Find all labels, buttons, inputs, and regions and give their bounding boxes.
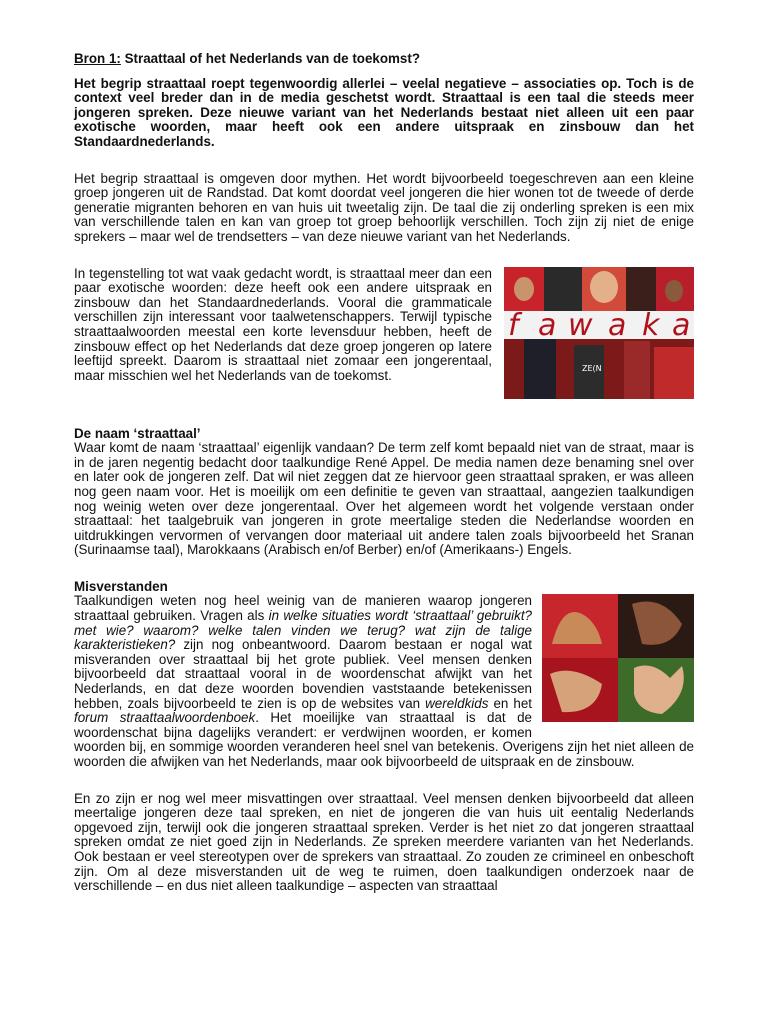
misverstanden-text-a: Taalkundigen weten nog heel weinig van de manieren waarop jongeren straattaal gebruiken. Vragen als: [74, 593, 532, 624]
fawaka-letter: f: [508, 307, 519, 343]
title-text: Straattaal of het Nederlands van de toekomst?: [124, 51, 421, 66]
hands-collage-image: [542, 594, 694, 722]
fawaka-letter: a: [672, 307, 691, 343]
misverstanden-text-d: . Het moeilijke van straattaal is dat de woordenschat bijna dagelijks verandert: er verdwijnen woorden, er komen woorden bij, en sommige woorden veranderen heel snel van betekenis. Overigens zijn het niet alleen de woorden die afwijken van het Nederlands, maar ook bijvoorbeeld de uitspraak en de zinsbouw.: [74, 710, 694, 769]
document-title: [74, 52, 694, 67]
section-heading-naam: De naam ‘straattaal’: [74, 425, 201, 441]
fawaka-collage-image: [504, 267, 694, 399]
paragraph-grammar: In tegenstelling tot wat vaak gedacht wordt, is straattaal meer dan een paar exotische woorden: deze heeft ook een andere uitspraak en zinsbouw dan het Standaardnederlands. Vooral die grammaticale verschillen zijn interessant voor taalwetenschappers. Terwijl typische straattaalwoorden meestal een korte levensduur hebben, heeft de zinsbouw effect op het Nederlands dat deze groep jongeren op latere leeftijd spreekt. Daarom is straattaal niet zomaar een jongerentaal, maar misschien wel het Nederlands van de toekomst.: [74, 265, 492, 383]
paragraph-misvattingen: En zo zijn er nog wel meer misvattingen over straattaal. Veel mensen denken bijvoorbeeld dat alleen meertalige jongeren deze taal spreken, en niet de jongeren die van huis uit eentalig Nederlands opgevoed zijn, terwijl ook die jongeren straattaal spreken. Verder is het niet zo dat jongeren straattaal spreken omdat ze niet goed zijn in Nederlands. Ze spreken meerdere varianten van het Nederlands. Ook bestaan er veel stereotypen over de sprekers van straattaal. Zo zouden ze crimineel en onbeschoft zijn. Om al deze misverstanden uit de weg te ruimen, doen taalkundigen onderzoek naar de verschillende – en dus niet alleen taalkundige – aspecten van straattaal: [74, 790, 694, 894]
website-forum: forum straattaalwoordenboek: [74, 710, 256, 726]
fawaka-letter: k: [642, 307, 660, 343]
shirt-text: ZE(N: [582, 363, 602, 373]
fawaka-letter: w: [568, 307, 593, 343]
fawaka-letter: a: [538, 307, 557, 343]
section-misverstanden: [74, 580, 694, 770]
misverstanden-text-c: en het: [488, 695, 532, 711]
fawaka-letter: a: [608, 307, 627, 343]
source-label: Bron 1:: [74, 51, 121, 66]
section-name: [74, 427, 694, 558]
website-wereldkids: wereldkids: [425, 695, 489, 711]
intro-paragraph: Het begrip straattaal roept tegenwoordig allerlei – veelal negatieve – associaties op. Toch is de context veel breder dan in de media geschetst wordt. Straattaal is een taal die steeds meer jongeren spreken. Deze nieuwe variant van het Nederlands bestaat niet alleen uit een paar exotische woorden, maar heeft ook een andere uitspraak en zinsbouw dan het Standaardnederlands.: [74, 75, 694, 149]
section-heading-misverstanden: Misverstanden: [74, 578, 168, 594]
misverstanden-questions: in welke situaties wordt ‘straattaal’ gebruikt? met wie? waarom? welke talen vinden we terug? wat zijn de talige karakteristieken?: [74, 608, 532, 653]
paragraph-myths: Het begrip straattaal is omgeven door mythen. Het wordt bijvoorbeeld toegeschreven aan een kleine groep jongeren uit de Randstad. Dat komt doordat veel jongeren die hier wonen tot de tweede of derde generatie migranten behoren en van huis uit tweetalig zijn. De taal die zij onderling spreken is een mix van verschillende talen en kan van groep tot groep behoorlijk verschillen. Toch zijn zij niet de enige sprekers – maar wel de trendsetters – van deze nieuwe variant van het Nederlands.: [74, 170, 694, 244]
section-body-naam: Waar komt de naam ‘straattaal’ eigenlijk vandaan? De term zelf komt bepaald niet van de straat, maar is in de jaren negentig bedacht door taalkundige René Appel. De media namen deze benaming snel over en later ook de jongeren zelf. Dat wil niet zeggen dat ze hiervoor geen straattaal spraken, er was alleen nog geen naam voor. Het is moeilijk om een definitie te geven van straattaal, aangezien taalkundigen nog weinig weten over deze jongerentaal. Over het algemeen wordt het volgende verstaan onder straattaal: het taalgebruik van jongeren in grote meertalige steden die Nederlandse woorden en uitdrukkingen vervormen of vervangen door materiaal uit andere talen zoals bijvoorbeeld het Sranan (Surinaamse taal), Marokkaans (Arabisch en/of Berber) en/of (Amerikaans-) Engels.: [74, 440, 694, 558]
misverstanden-text-b: zijn nog onbeantwoord. Daarom bestaan er nogal wat misveranden over straattaal bij het grote publiek. Veel mensen denken bijvoorbeeld dat straattaal vooral in de woordenschat afwijkt van het Nederlands, en dat deze woorden bovendien vaststaande betekenissen hebben, zoals bijvoorbeeld te zien is op de websites van: [74, 637, 532, 711]
document-page: [74, 52, 694, 894]
